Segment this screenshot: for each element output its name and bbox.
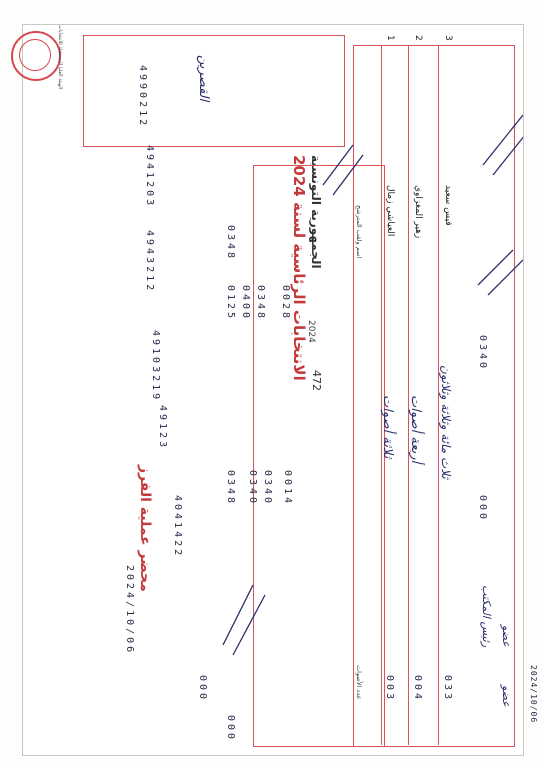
count-row-j: 000 — [225, 715, 236, 743]
candidate-3-votes: 033 — [442, 675, 453, 703]
logo-year: 2024 — [306, 320, 316, 343]
stamp-text: الهيئة العليا المستقلة للانتخابات — [57, 25, 63, 90]
republic-heading: الجمهورية التونسية — [309, 155, 323, 269]
slash-marks — [23, 25, 523, 755]
candidate-1-name: العياشي زمال — [385, 185, 395, 237]
center-code: 49103219 — [150, 330, 161, 403]
count-row-i: 0348 — [255, 285, 266, 322]
candidate-3-votes-words: ثلاث مائة وثلاثة وثلاثون — [439, 365, 453, 479]
office-number: 472 — [310, 370, 323, 391]
count-row-f: 0348 — [225, 225, 236, 262]
election-title: الانتخابات الرئاسية لسنة 2024 — [290, 155, 308, 381]
signature-1: رئيس المكتب — [480, 585, 493, 648]
circ-code: 49123 — [157, 405, 168, 451]
stamp-date: 2024/10/06 — [529, 665, 538, 724]
blank-votes: 000 — [477, 495, 488, 523]
candidate-3-name: قيس سعيد — [443, 185, 453, 226]
candidate-2-num: 2 — [413, 35, 423, 41]
candidate-3-num: 3 — [443, 35, 453, 41]
candidate-header-name: اسم ولقب المترشح — [355, 205, 363, 259]
signature-3: عضو — [500, 685, 513, 707]
total-valid: 0340 — [477, 335, 488, 372]
count-row-c: 0340 — [247, 470, 258, 507]
count-row-e: 0014 — [282, 470, 293, 507]
candidate-1-num: 1 — [385, 35, 395, 41]
signature-2: عضو — [500, 625, 513, 647]
candidate-1-votes: 003 — [384, 675, 395, 703]
code-b: 4941203 — [144, 145, 155, 209]
wilaya-value: القصرين — [196, 55, 211, 102]
count-row-k: 0028 — [280, 285, 291, 322]
candidate-2-votes: 004 — [412, 675, 423, 703]
count-row-b: 0348 — [225, 470, 236, 507]
candidate-header-votes: عدد الأصوات — [355, 665, 363, 700]
candidate-2-name: زهير المغزاوي — [413, 185, 423, 239]
count-row-a: 000 — [197, 675, 208, 703]
minutes-title: محضر عملية الفرز — [137, 465, 153, 592]
minutes-form — [22, 24, 538, 756]
date-value: 2024/10/06 — [124, 565, 135, 656]
code-a: 4943212 — [144, 230, 155, 294]
count-row-h: 0400 — [240, 285, 251, 322]
candidate-2-votes-words: أربعة أصوات — [408, 395, 423, 464]
count-row-d: 0340 — [262, 470, 273, 507]
count-row-g: 0125 — [225, 285, 236, 322]
office-code: 4041422 — [172, 495, 183, 559]
candidate-1-votes-words: ثلاثة أصوات — [380, 395, 395, 459]
code-c: 4990212 — [137, 65, 148, 129]
